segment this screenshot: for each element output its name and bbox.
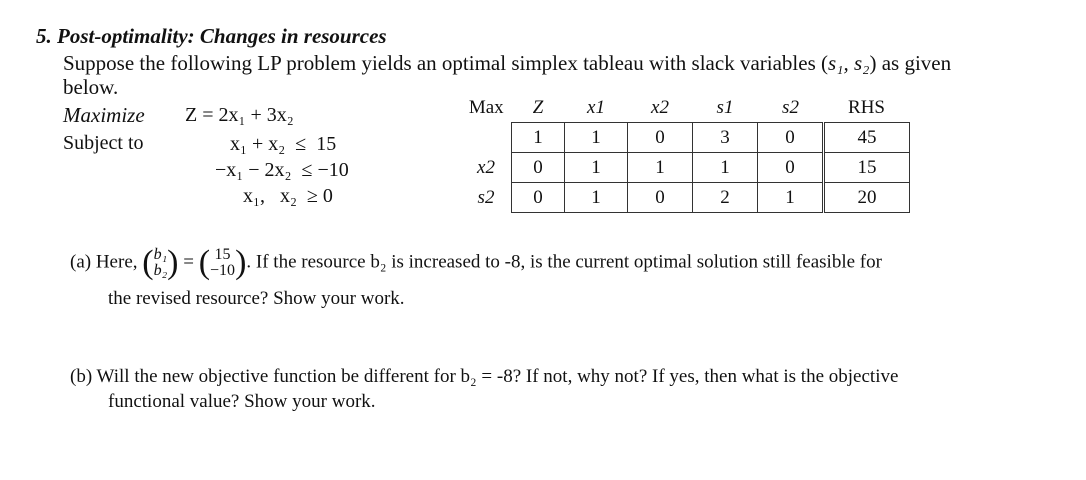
cell-x2: 1	[628, 153, 693, 183]
question-a-lead: (a) Here,	[70, 251, 138, 273]
vector-value-bottom: −10	[210, 262, 236, 279]
constraint-1: x₁ + x₂ ≤ 15	[230, 133, 337, 155]
cell-z: 1	[512, 123, 565, 153]
objective-function: Z = 2x₁ + 3x₂	[185, 104, 294, 126]
cell-x2: 0	[628, 123, 693, 153]
cell-z: 0	[512, 183, 565, 213]
cell-s2: 0	[758, 153, 824, 183]
maximize-label: Maximize	[63, 103, 145, 127]
simplex-tableau	[461, 93, 910, 213]
cell-z: 0	[512, 153, 565, 183]
intro-slacks: s₁, s₂	[828, 51, 870, 75]
question-a-line-2: the revised resource? Show your work.	[108, 288, 405, 309]
intro-text: Suppose the following LP problem yields an optimal simplex tableau with slack variables (	[63, 51, 828, 75]
cell-x1: 1	[565, 183, 628, 213]
intro-line-1	[63, 51, 951, 76]
tableau-row-x2	[461, 153, 910, 183]
row-label	[461, 123, 512, 153]
constraint-nonneg: x₁, x₂ ≥ 0	[243, 185, 333, 207]
question-a-line-1: (a) Here, (b₁ b₂) = ( 15 −10). If the resource b₂ is increased to -8, is the current optimal solution still feasible for	[70, 244, 882, 281]
cell-rhs: 45	[824, 123, 910, 153]
cell-s1: 1	[693, 153, 758, 183]
cell-x2: 0	[628, 183, 693, 213]
question-a-text: . If the resource b₂ is increased to -8, is the current optimal solution still feasible for	[246, 251, 882, 273]
intro-line-2: below.	[63, 75, 119, 99]
header-max: Max	[468, 96, 504, 118]
intro-text-end: ) as given	[869, 51, 952, 75]
cell-x1: 1	[565, 123, 628, 153]
constraint-2: −x₁ − 2x₂ ≤ −10	[215, 159, 349, 181]
row-label: x2	[477, 156, 495, 178]
vector-b1: b₁	[153, 246, 168, 263]
tableau-row-s2	[461, 183, 910, 213]
cell-s2: 1	[758, 183, 824, 213]
vector-b2: b₂	[153, 262, 168, 279]
header-z: Z	[532, 96, 544, 118]
vector-value-top: 15	[214, 246, 231, 263]
cell-s1: 3	[693, 123, 758, 153]
header-x2: x2	[651, 96, 669, 118]
question-b-line-2: functional value? Show your work.	[108, 391, 376, 412]
cell-rhs: 20	[824, 183, 910, 213]
cell-s2: 0	[758, 123, 824, 153]
row-label: s2	[477, 186, 495, 208]
cell-s1: 2	[693, 183, 758, 213]
cell-rhs: 15	[824, 153, 910, 183]
question-b-line-1: (b) Will the new objective function be different for b₂ = -8? If not, why not? If yes, then what is the objective	[70, 366, 899, 387]
tableau-header-row	[461, 93, 910, 123]
vector-equals: =	[183, 251, 194, 273]
vector-values	[210, 247, 235, 279]
subject-to-label: Subject to	[63, 132, 144, 154]
tableau-row-objective	[461, 123, 910, 153]
header-s1: s1	[716, 96, 734, 118]
problem-title: 5. Post-optimality: Changes in resources	[36, 24, 387, 48]
cell-x1: 1	[565, 153, 628, 183]
header-rhs: RHS	[848, 96, 885, 118]
vector-b	[154, 247, 168, 279]
header-x1: x1	[587, 96, 605, 118]
header-s2: s2	[782, 96, 799, 118]
